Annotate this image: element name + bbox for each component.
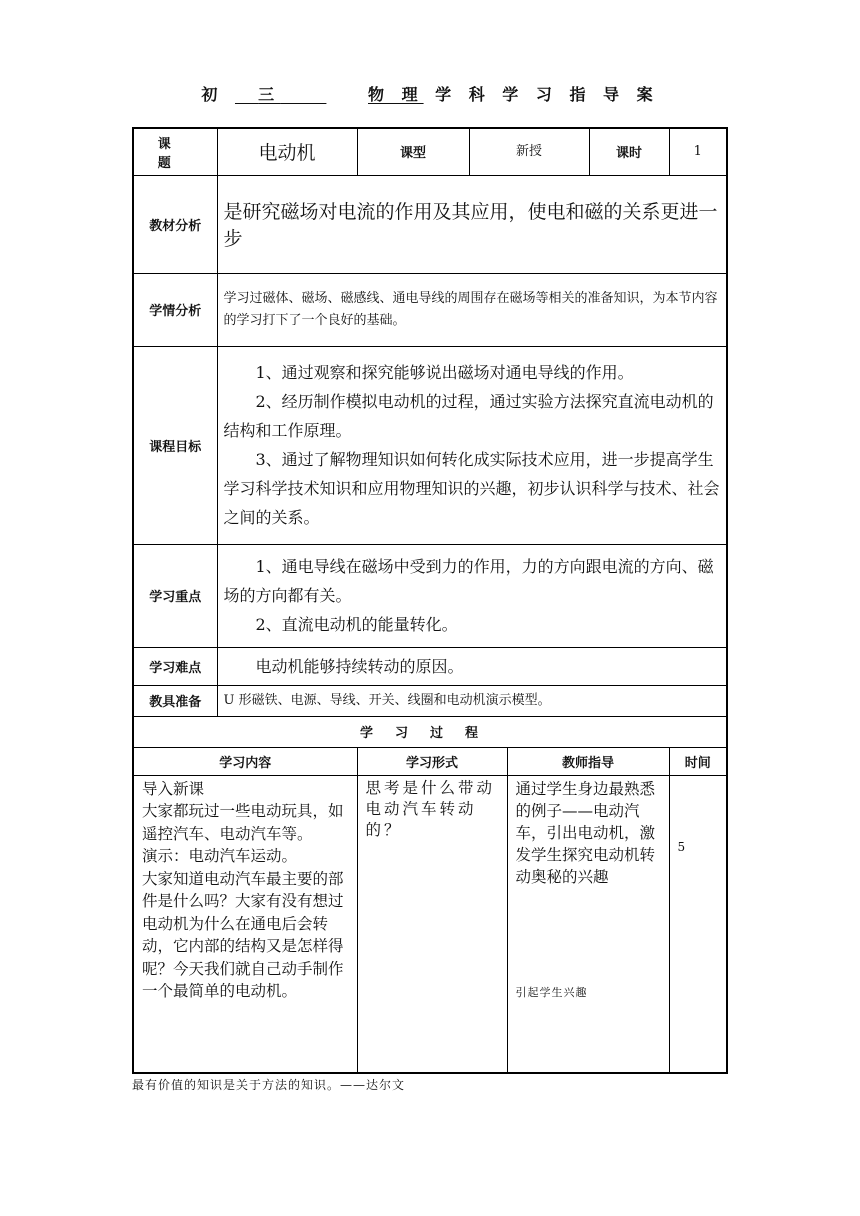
goal-item: 1、通过观察和探究能够说出磁场对通电导线的作用。 [255, 363, 634, 382]
guide-table [132, 127, 728, 1074]
topic-label: 课 题 [133, 128, 217, 175]
tools-text: U 形磁铁、电源、导线、开关、线圈和电动机演示模型。 [217, 685, 727, 716]
material-text: 是研究磁场对电流的作用及其应用，使电和磁的关系更进一步 [217, 175, 727, 273]
info-row [133, 128, 727, 175]
focus-row [133, 544, 727, 647]
difficulty-label: 学习难点 [133, 647, 217, 685]
tools-label: 教具准备 [133, 685, 217, 716]
content-line: 大家都玩过一些电动玩具，如遥控汽车、电动汽车等。 [142, 802, 344, 843]
title-grade: 三 [258, 85, 281, 104]
col-header-teacher: 教师指导 [507, 747, 669, 775]
page-title [0, 82, 860, 105]
period-label: 课时 [589, 128, 669, 175]
col-header-content: 学习内容 [133, 747, 357, 775]
student-text: 学习过磁体、磁场、磁感线、通电导线的周围存在磁场等相关的准备知识，为本节内容的学习打下了一个良好的基础。 [217, 273, 727, 346]
material-label: 教材分析 [133, 175, 217, 273]
title-suffix: 学 科 学 习 指 导 案 [435, 85, 659, 104]
difficulty-row [133, 647, 727, 685]
teacher-guidance: 通过学生身边最熟悉的例子——电动汽车，引出电动机，激发学生探究电动机转动奥秘的兴趣 [515, 779, 656, 886]
process-teacher [507, 775, 669, 1073]
content-line: 大家知道电动汽车最主要的部件是什么吗？大家有没有想过电动机为什么在通电后会转动，它内部的结构又是怎样得呢？今天我们就自己动手制作一个最简单的电动机。 [142, 869, 344, 1000]
process-title-row [133, 716, 727, 747]
process-header-row [133, 747, 727, 775]
process-content [133, 775, 357, 1073]
process-body-row [133, 775, 727, 1073]
process-title: 学习过程 [133, 716, 727, 747]
student-row [133, 273, 727, 346]
footer-quote: 最有价值的知识是关于方法的知识。——达尔文 [132, 1078, 406, 1092]
process-time: 5 [669, 775, 727, 1073]
goals-text [217, 346, 727, 544]
focus-item: 2、直流电动机的能量转化。 [255, 615, 458, 634]
teacher-note: 引起学生兴趣 [515, 985, 588, 999]
col-header-form: 学习形式 [357, 747, 507, 775]
topic-value: 电动机 [217, 128, 357, 175]
process-form: 思考是什么带动电动汽车转动的？ [357, 775, 507, 1073]
content-line: 导入新课 [142, 779, 205, 798]
goal-item: 2、经历制作模拟电动机的过程，通过实验方法探究直流电动机的结构和工作原理。 [223, 392, 714, 440]
type-value: 新授 [469, 128, 589, 175]
content-line: 演示：电动汽车运动。 [142, 847, 298, 865]
goal-item: 3、通过了解物理知识如何转化成实际技术应用，进一步提高学生学习科学技术知识和应用物理知识的兴趣，初步认识科学与技术、社会之间的关系。 [223, 450, 720, 527]
focus-item: 1、通电导线在磁场中受到力的作用，力的方向跟电流的方向、磁场的方向都有关。 [223, 557, 714, 605]
focus-text [217, 544, 727, 647]
material-row [133, 175, 727, 273]
tools-row [133, 685, 727, 716]
goals-row [133, 346, 727, 544]
title-subject: 物 理 [368, 85, 424, 104]
focus-label: 学习重点 [133, 544, 217, 647]
col-header-time: 时间 [669, 747, 727, 775]
type-label: 课型 [357, 128, 469, 175]
title-prefix: 初 [201, 85, 224, 104]
student-label: 学情分析 [133, 273, 217, 346]
difficulty-text: 电动机能够持续转动的原因。 [217, 647, 727, 685]
period-value: 1 [669, 128, 727, 175]
goals-label: 课程目标 [133, 346, 217, 544]
